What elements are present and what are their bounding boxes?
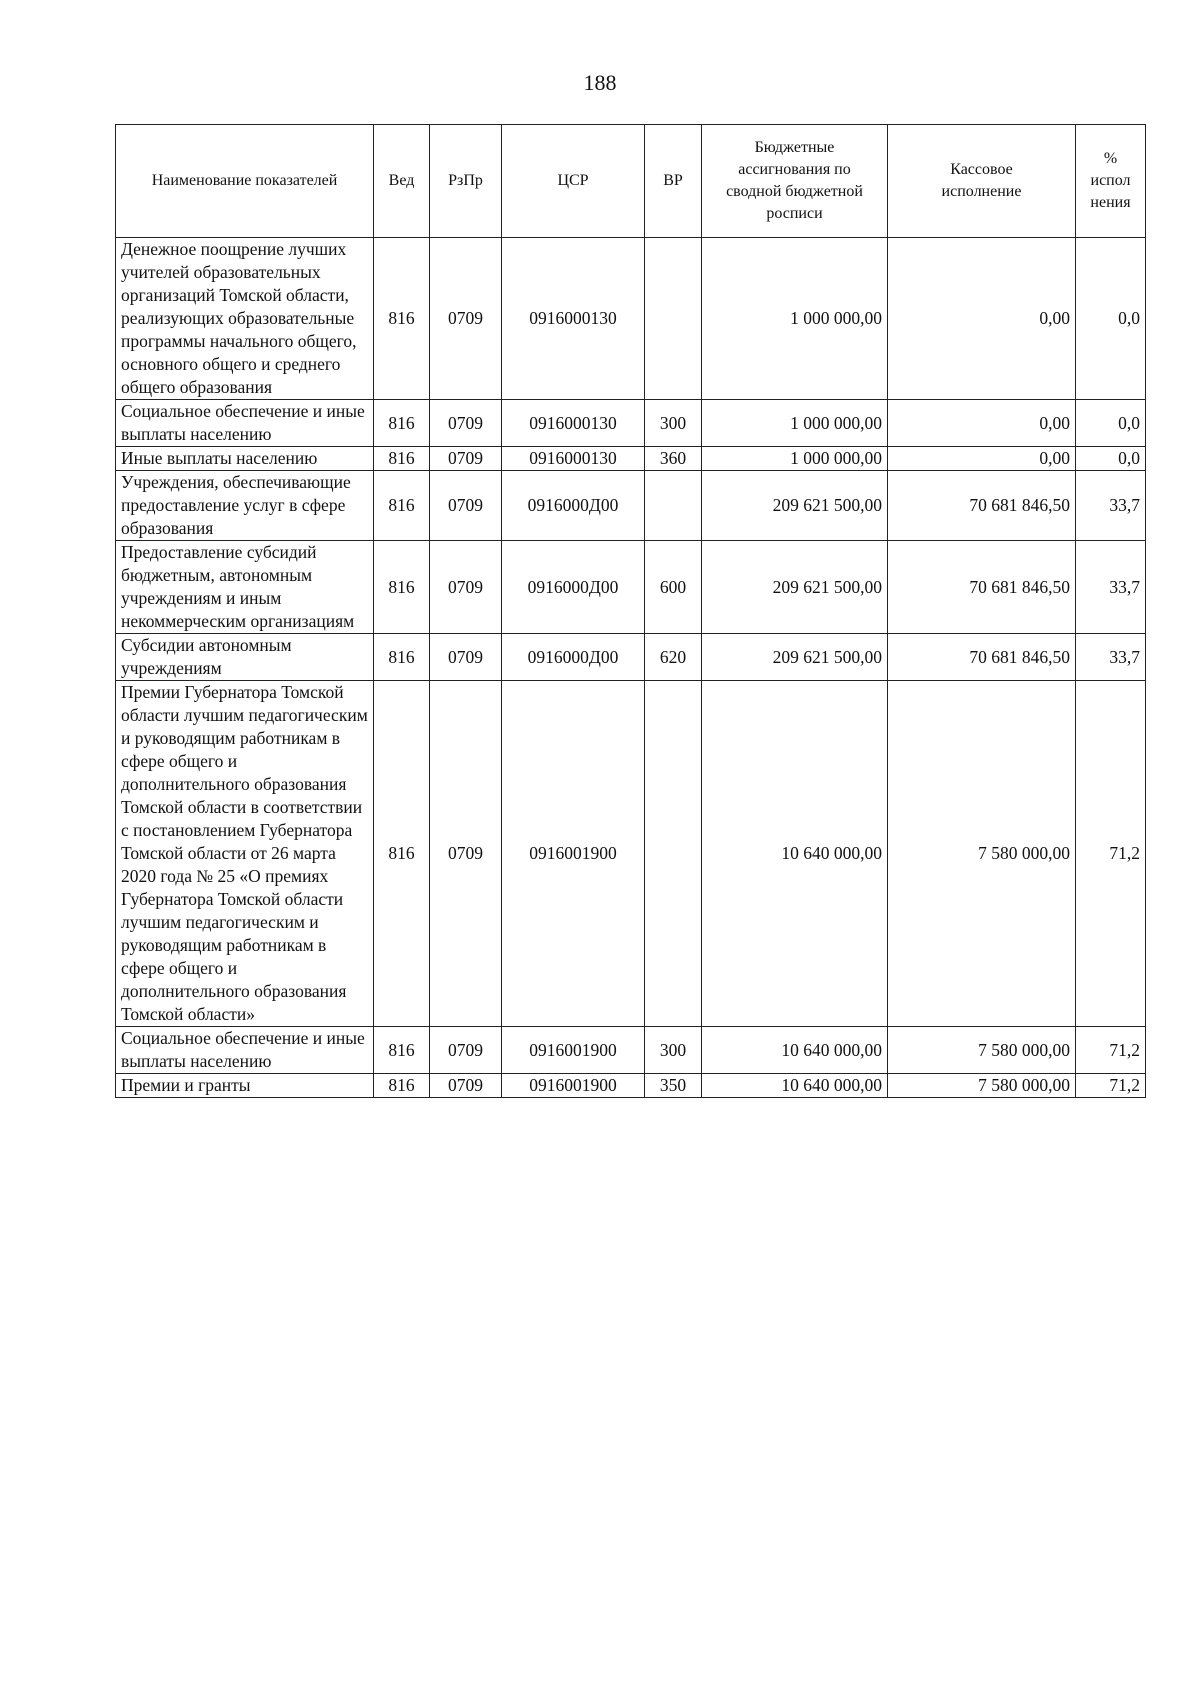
cell-vr (645, 681, 702, 1027)
cell-csr: 0916001900 (502, 681, 645, 1027)
cell-ved: 816 (374, 400, 430, 447)
cell-fact: 7 580 000,00 (888, 1027, 1076, 1074)
cell-plan: 10 640 000,00 (702, 1074, 888, 1098)
cell-fact: 0,00 (888, 400, 1076, 447)
table-row (116, 447, 1146, 471)
table-row (116, 681, 1146, 1027)
cell-csr: 0916000Д00 (502, 471, 645, 541)
cell-plan: 1 000 000,00 (702, 238, 888, 400)
header-name: Наименование показателей (116, 125, 374, 238)
table-row (116, 1027, 1146, 1074)
cell-pct: 0,0 (1076, 400, 1146, 447)
cell-name: Премии и гранты (116, 1074, 374, 1098)
cell-csr: 0916000Д00 (502, 541, 645, 634)
cell-vr: 600 (645, 541, 702, 634)
cell-ved: 816 (374, 681, 430, 1027)
cell-ved: 816 (374, 541, 430, 634)
header-fact: Кассовое исполнение (888, 125, 1076, 238)
table-row (116, 400, 1146, 447)
cell-fact: 70 681 846,50 (888, 541, 1076, 634)
table-row (116, 541, 1146, 634)
header-ved: Вед (374, 125, 430, 238)
cell-rzpr: 0709 (430, 681, 502, 1027)
header-plan: Бюджетные ассигнования по сводной бюджетной росписи (702, 125, 888, 238)
cell-fact: 70 681 846,50 (888, 471, 1076, 541)
cell-name: Иные выплаты населению (116, 447, 374, 471)
cell-fact: 7 580 000,00 (888, 1074, 1076, 1098)
header-vr: ВР (645, 125, 702, 238)
cell-fact: 0,00 (888, 447, 1076, 471)
cell-pct: 33,7 (1076, 541, 1146, 634)
cell-ved: 816 (374, 238, 430, 400)
cell-fact: 70 681 846,50 (888, 634, 1076, 681)
cell-rzpr: 0709 (430, 447, 502, 471)
budget-execution-table (115, 124, 1146, 1098)
page-number: 188 (583, 70, 617, 95)
cell-pct: 0,0 (1076, 447, 1146, 471)
cell-csr: 0916001900 (502, 1027, 645, 1074)
cell-ved: 816 (374, 471, 430, 541)
cell-rzpr: 0709 (430, 471, 502, 541)
cell-fact: 7 580 000,00 (888, 681, 1076, 1027)
cell-plan: 10 640 000,00 (702, 1027, 888, 1074)
cell-pct: 71,2 (1076, 1074, 1146, 1098)
cell-vr: 350 (645, 1074, 702, 1098)
cell-ved: 816 (374, 1027, 430, 1074)
cell-plan: 209 621 500,00 (702, 471, 888, 541)
cell-plan: 209 621 500,00 (702, 541, 888, 634)
cell-rzpr: 0709 (430, 1074, 502, 1098)
cell-pct: 0,0 (1076, 238, 1146, 400)
cell-csr: 0916000130 (502, 400, 645, 447)
header-pct: % испол нения (1076, 125, 1146, 238)
cell-ved: 816 (374, 1074, 430, 1098)
cell-csr: 0916000130 (502, 447, 645, 471)
cell-name: Социальное обеспечение и иные выплаты населению (116, 400, 374, 447)
cell-plan: 1 000 000,00 (702, 447, 888, 471)
table-header (116, 125, 1146, 238)
cell-rzpr: 0709 (430, 634, 502, 681)
cell-plan: 1 000 000,00 (702, 400, 888, 447)
cell-pct: 71,2 (1076, 681, 1146, 1027)
cell-rzpr: 0709 (430, 541, 502, 634)
cell-csr: 0916001900 (502, 1074, 645, 1098)
cell-csr: 0916000Д00 (502, 634, 645, 681)
cell-rzpr: 0709 (430, 1027, 502, 1074)
cell-vr (645, 471, 702, 541)
header-row (116, 125, 1146, 238)
cell-plan: 209 621 500,00 (702, 634, 888, 681)
header-csr: ЦСР (502, 125, 645, 238)
cell-name: Социальное обеспечение и иные выплаты населению (116, 1027, 374, 1074)
table-row (116, 634, 1146, 681)
cell-name: Денежное поощрение лучших учителей образовательных организаций Томской области, реализующих образовательные программы начального общего, основного общего и среднего общего образования (116, 238, 374, 400)
cell-pct: 33,7 (1076, 634, 1146, 681)
cell-vr (645, 238, 702, 400)
cell-plan: 10 640 000,00 (702, 681, 888, 1027)
cell-name: Предоставление субсидий бюджетным, автономным учреждениям и иным некоммерческим организациям (116, 541, 374, 634)
table-row (116, 1074, 1146, 1098)
cell-vr: 360 (645, 447, 702, 471)
cell-name: Премии Губернатора Томской области лучшим педагогическим и руководящим работникам в сфере общего и дополнительного образования Томской области в соответствии с постановлением Губернатора Томской области от 26 марта 2020 года № 25 «О премиях Губернатора Томской области лучшим педагогическим и руководящим работникам в сфере общего и дополнительного образования Томской области» (116, 681, 374, 1027)
table-row (116, 471, 1146, 541)
cell-name: Субсидии автономным учреждениям (116, 634, 374, 681)
cell-ved: 816 (374, 447, 430, 471)
cell-pct: 33,7 (1076, 471, 1146, 541)
cell-vr: 620 (645, 634, 702, 681)
cell-vr: 300 (645, 1027, 702, 1074)
table-body (116, 238, 1146, 1098)
cell-ved: 816 (374, 634, 430, 681)
cell-rzpr: 0709 (430, 400, 502, 447)
cell-name: Учреждения, обеспечивающие предоставление услуг в сфере образования (116, 471, 374, 541)
cell-vr: 300 (645, 400, 702, 447)
cell-csr: 0916000130 (502, 238, 645, 400)
table-row (116, 238, 1146, 400)
cell-fact: 0,00 (888, 238, 1076, 400)
header-rzpr: РзПр (430, 125, 502, 238)
cell-rzpr: 0709 (430, 238, 502, 400)
cell-pct: 71,2 (1076, 1027, 1146, 1074)
